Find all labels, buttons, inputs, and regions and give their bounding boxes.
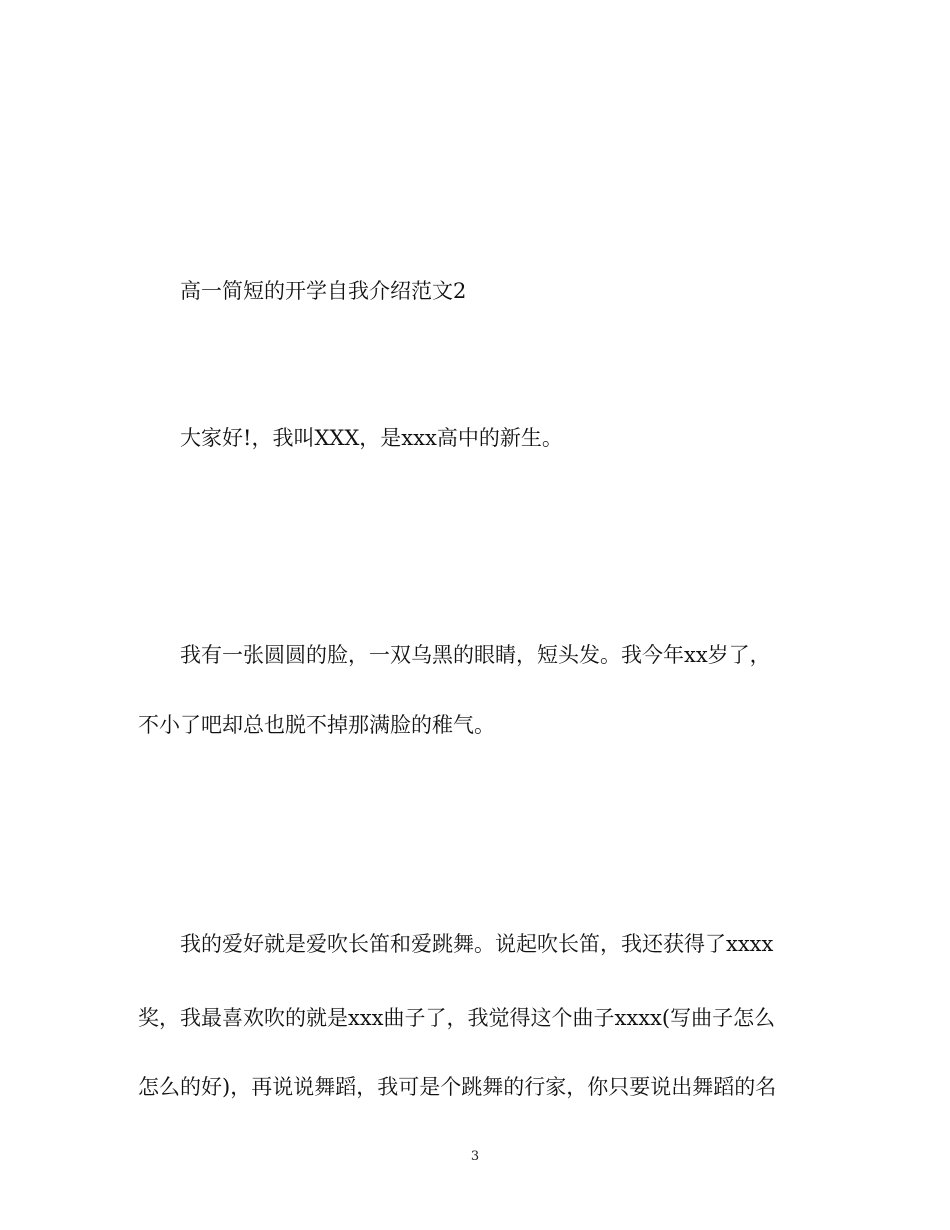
- paragraph-2-line-2: 不小了吧却总也脱不掉那满脸的稚气。: [138, 713, 495, 737]
- paragraph-3-line-2: 奖，我最喜欢吹的就是xxx曲子了，我觉得这个曲子xxxx(写曲子怎么: [138, 1006, 776, 1030]
- paragraph-2-line-1: 我有一张圆圆的脸，一双乌黑的眼睛，短头发。我今年xx岁了，: [180, 643, 771, 667]
- page-number: 3: [470, 1149, 480, 1164]
- paragraph-3-line-1: 我的爱好就是爱吹长笛和爱跳舞。说起吹长笛，我还获得了xxxx: [180, 932, 774, 956]
- paragraph-3-line-3: 怎么的好)，再说说舞蹈，我可是个跳舞的行家，你只要说出舞蹈的名: [138, 1075, 777, 1099]
- document-title: 高一简短的开学自我介绍范文2: [180, 279, 467, 303]
- paragraph-1-line-1: 大家好!，我叫XXX，是xxx高中的新生。: [180, 426, 563, 450]
